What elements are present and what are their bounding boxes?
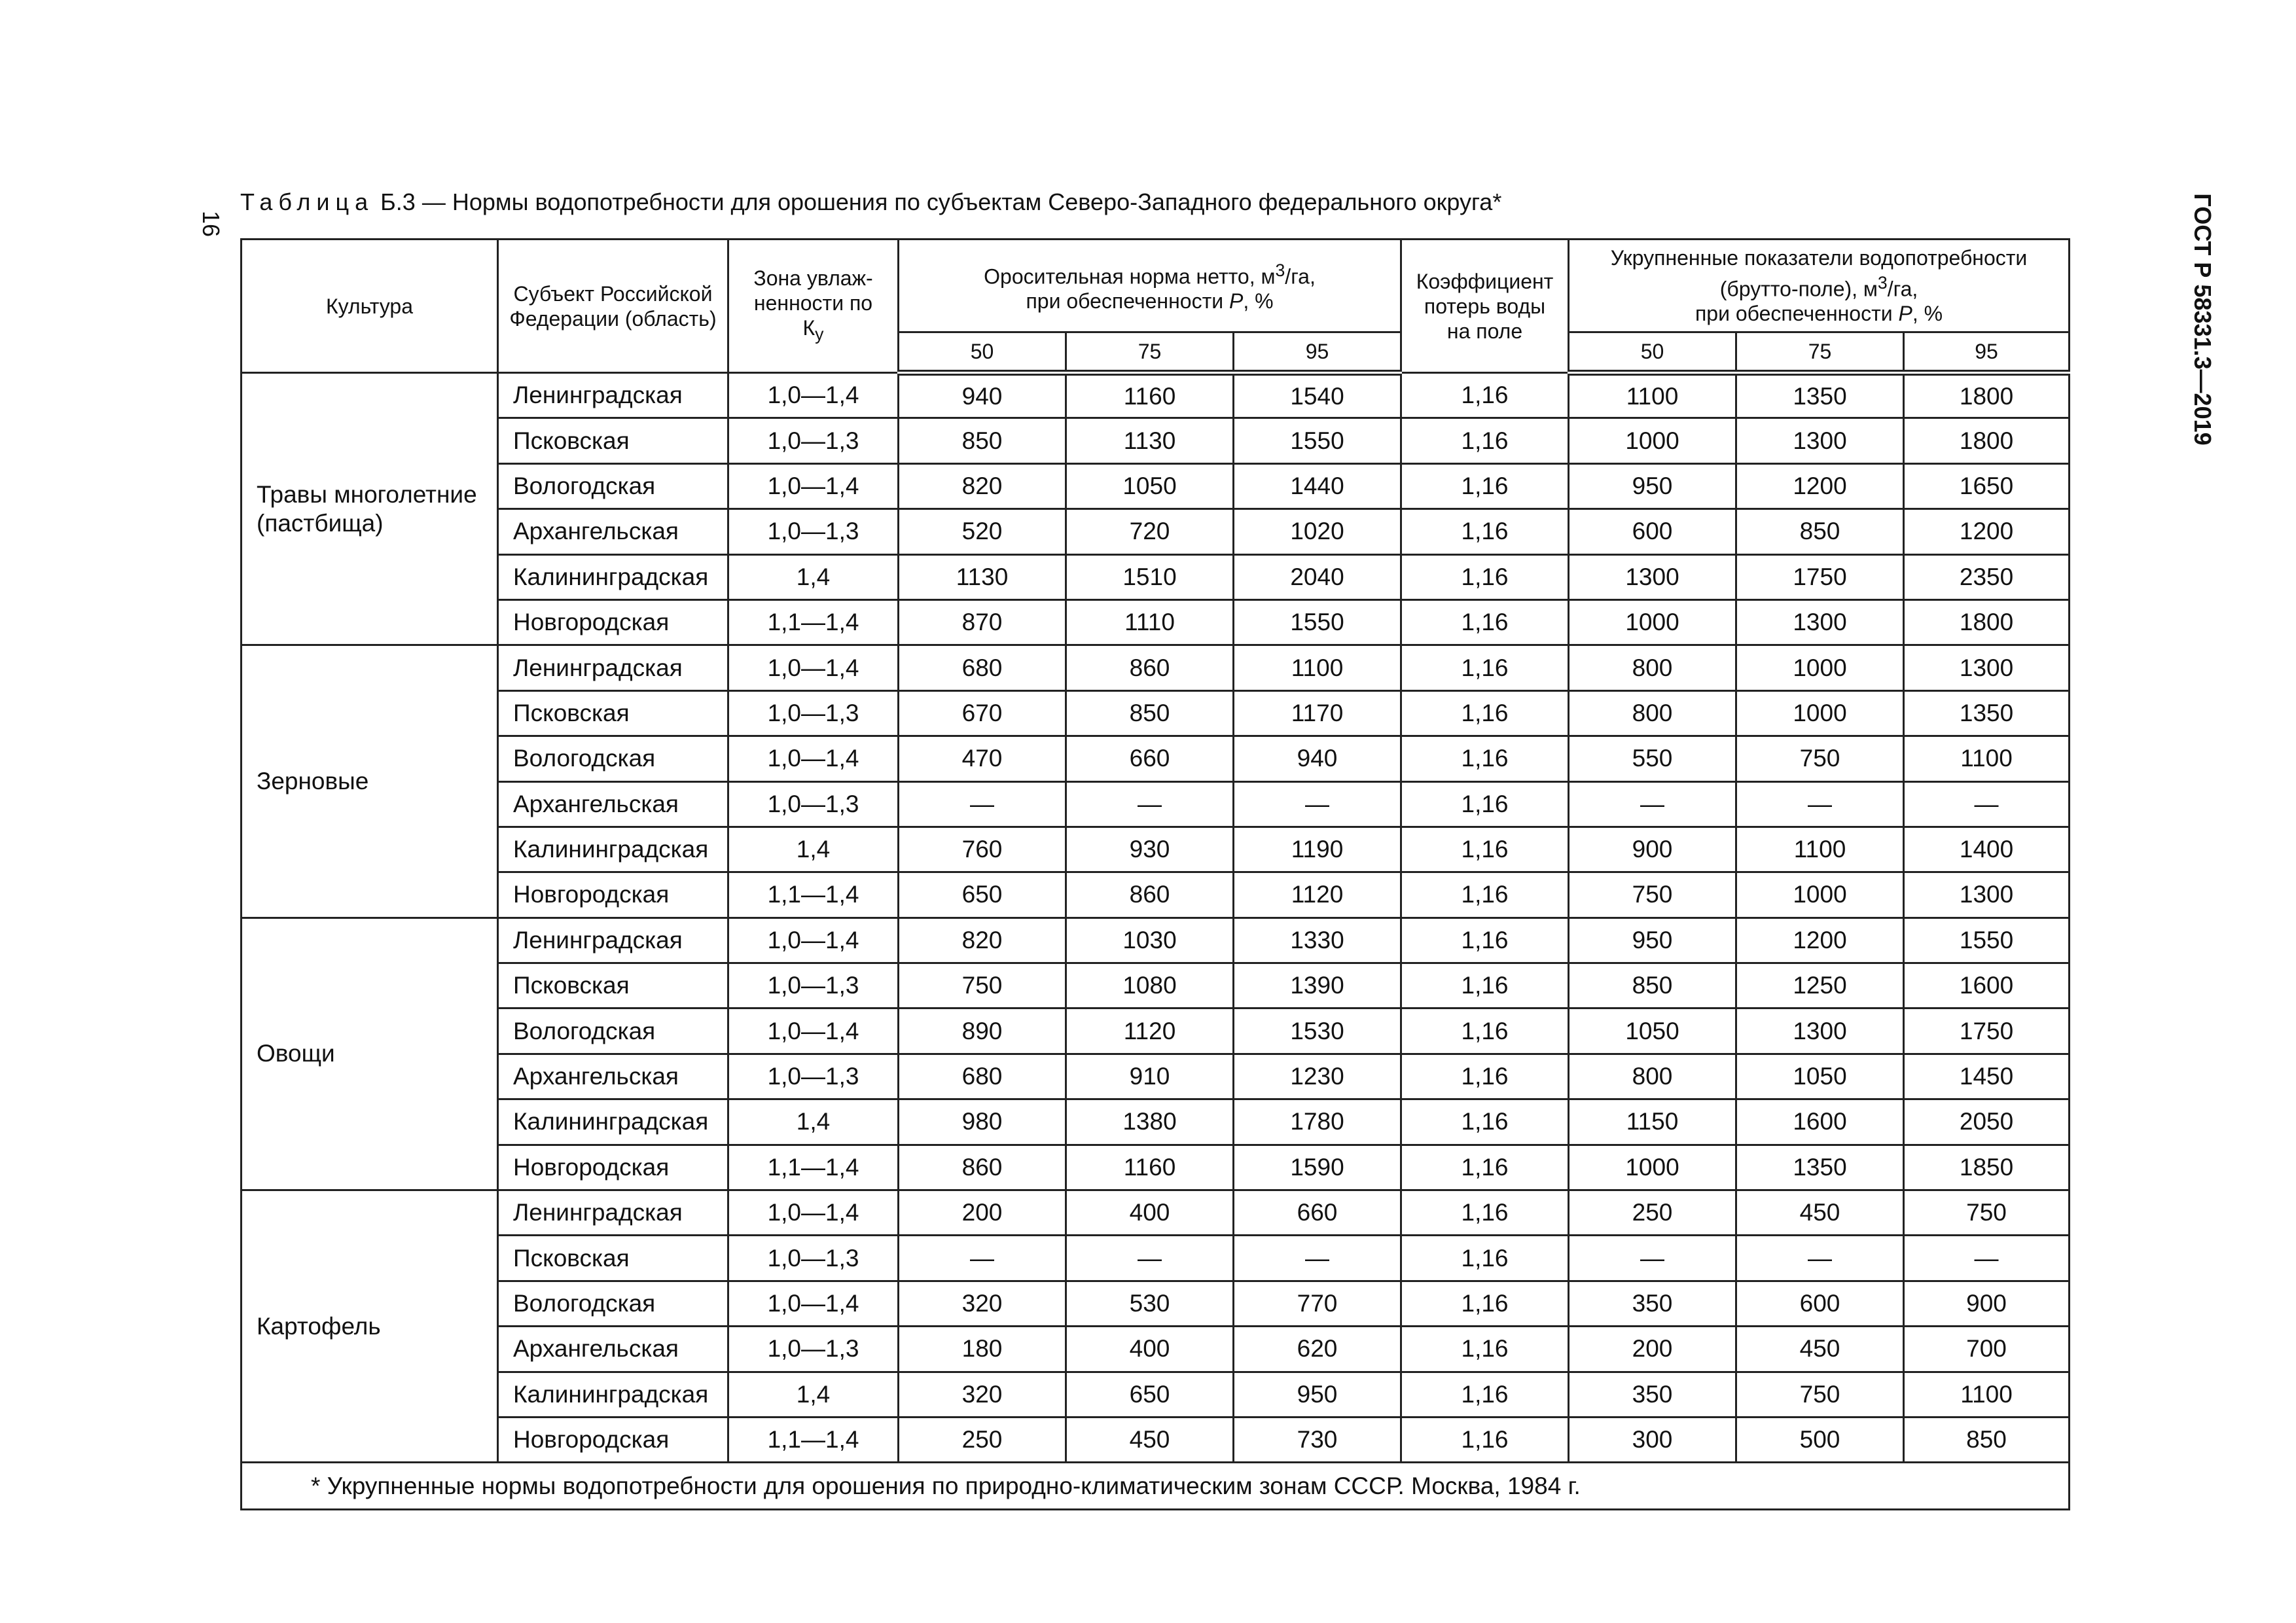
gross-cell: 750 bbox=[1736, 736, 1904, 781]
gross-cell: — bbox=[1736, 781, 1904, 827]
gross-cell: 950 bbox=[1569, 918, 1736, 963]
caption-label: Таблица bbox=[240, 188, 374, 215]
net-norm-cell: 400 bbox=[1066, 1327, 1234, 1372]
gross-cell: 1100 bbox=[1904, 1372, 2070, 1417]
culture-cell: Травы многолетние (пастбища) bbox=[242, 373, 498, 645]
gross-cell: 450 bbox=[1736, 1190, 1904, 1236]
table-row bbox=[242, 463, 2070, 508]
net-norm-cell: 530 bbox=[1066, 1281, 1234, 1326]
gross-cell: 1000 bbox=[1736, 690, 1904, 736]
gross-cell: 550 bbox=[1569, 736, 1736, 781]
net-norm-cell: 1120 bbox=[1234, 872, 1401, 918]
net-norm-cell: 200 bbox=[899, 1190, 1066, 1236]
net-norm-cell: 770 bbox=[1234, 1281, 1401, 1326]
header-gross-part3: /га, bbox=[1887, 277, 1918, 301]
coef-cell: 1,16 bbox=[1401, 554, 1569, 599]
zone-cell: 1,0—1,3 bbox=[728, 509, 899, 554]
header-net-p: P bbox=[1229, 289, 1244, 313]
header-gross-part2: (брутто-поле), м bbox=[1719, 277, 1878, 301]
header-coef-text: Коэффициент потерь воды на поле bbox=[1416, 269, 1554, 343]
zone-cell: 1,0—1,4 bbox=[728, 918, 899, 963]
coef-cell: 1,16 bbox=[1401, 1417, 1569, 1462]
net-norm-cell: 1780 bbox=[1234, 1099, 1401, 1145]
table-row bbox=[242, 1054, 2070, 1099]
net-norm-cell: 870 bbox=[899, 599, 1066, 645]
gross-cell: 200 bbox=[1569, 1327, 1736, 1372]
net-norm-cell: 1130 bbox=[1066, 418, 1234, 463]
gross-cell: 1000 bbox=[1569, 418, 1736, 463]
gross-cell: 1000 bbox=[1736, 645, 1904, 690]
net-norm-cell: 1380 bbox=[1066, 1099, 1234, 1145]
table-row bbox=[242, 918, 2070, 963]
gross-cell: 1200 bbox=[1736, 918, 1904, 963]
table-row bbox=[242, 690, 2070, 736]
header-coef bbox=[1401, 240, 1569, 373]
net-norm-cell: 940 bbox=[899, 373, 1066, 418]
coef-cell: 1,16 bbox=[1401, 1008, 1569, 1054]
table-row bbox=[242, 373, 2070, 418]
gross-cell: 750 bbox=[1569, 872, 1736, 918]
gross-cell: 1250 bbox=[1736, 963, 1904, 1008]
net-norm-cell: — bbox=[899, 781, 1066, 827]
coef-cell: 1,16 bbox=[1401, 373, 1569, 418]
net-norm-cell: 1390 bbox=[1234, 963, 1401, 1008]
header-gross-part4: при обеспеченности bbox=[1695, 302, 1893, 326]
header-gross-p50: 50 bbox=[1569, 332, 1736, 373]
gross-cell: 1800 bbox=[1904, 599, 2070, 645]
gross-cell: 1750 bbox=[1904, 1008, 2070, 1054]
coef-cell: 1,16 bbox=[1401, 690, 1569, 736]
coef-cell: 1,16 bbox=[1401, 463, 1569, 508]
header-net-pct: , % bbox=[1243, 289, 1274, 313]
gross-cell: 350 bbox=[1569, 1372, 1736, 1417]
gross-cell: 1600 bbox=[1904, 963, 2070, 1008]
net-norm-cell: — bbox=[1066, 781, 1234, 827]
net-norm-cell: 1230 bbox=[1234, 1054, 1401, 1099]
net-norm-cell: 860 bbox=[899, 1145, 1066, 1190]
net-norm-cell: 670 bbox=[899, 690, 1066, 736]
table-row bbox=[242, 599, 2070, 645]
net-norm-cell: 1020 bbox=[1234, 509, 1401, 554]
header-subject-text: Субъект Российской Федерации (область) bbox=[509, 281, 717, 330]
gross-cell: 1000 bbox=[1569, 1145, 1736, 1190]
gross-cell: 800 bbox=[1569, 690, 1736, 736]
region-cell: Псковская bbox=[498, 690, 728, 736]
table-row bbox=[242, 872, 2070, 918]
net-norm-cell: 1530 bbox=[1234, 1008, 1401, 1054]
header-net-p95: 95 bbox=[1234, 332, 1401, 373]
gross-cell: 450 bbox=[1736, 1327, 1904, 1372]
net-norm-cell: 660 bbox=[1066, 736, 1234, 781]
gross-cell: 850 bbox=[1569, 963, 1736, 1008]
zone-cell: 1,0—1,3 bbox=[728, 1236, 899, 1281]
region-cell: Вологодская bbox=[498, 463, 728, 508]
zone-cell: 1,0—1,4 bbox=[728, 373, 899, 418]
gross-cell: 850 bbox=[1736, 509, 1904, 554]
net-norm-cell: 1160 bbox=[1066, 373, 1234, 418]
header-gross-pct: , % bbox=[1912, 302, 1943, 326]
zone-cell: 1,0—1,3 bbox=[728, 781, 899, 827]
net-norm-cell: 940 bbox=[1234, 736, 1401, 781]
net-norm-cell: 1120 bbox=[1066, 1008, 1234, 1054]
net-norm-cell: 760 bbox=[899, 827, 1066, 872]
net-norm-cell: 1160 bbox=[1066, 1145, 1234, 1190]
coef-cell: 1,16 bbox=[1401, 1281, 1569, 1326]
table-row bbox=[242, 509, 2070, 554]
coef-cell: 1,16 bbox=[1401, 1190, 1569, 1236]
header-gross bbox=[1569, 240, 2070, 332]
table-row bbox=[242, 1327, 2070, 1372]
table-row bbox=[242, 1417, 2070, 1462]
net-norm-cell: 1550 bbox=[1234, 599, 1401, 645]
table-row bbox=[242, 418, 2070, 463]
net-norm-cell: 820 bbox=[899, 463, 1066, 508]
gross-cell: 1300 bbox=[1736, 1008, 1904, 1054]
region-cell: Псковская bbox=[498, 1236, 728, 1281]
document-code: ГОСТ Р 58331.3—2019 bbox=[2189, 193, 2216, 446]
zone-cell: 1,0—1,4 bbox=[728, 645, 899, 690]
culture-cell: Овощи bbox=[242, 918, 498, 1190]
gross-cell: 1000 bbox=[1736, 872, 1904, 918]
gross-cell: 1800 bbox=[1904, 418, 2070, 463]
zone-cell: 1,1—1,4 bbox=[728, 1145, 899, 1190]
header-subject bbox=[498, 240, 728, 373]
net-norm-cell: 470 bbox=[899, 736, 1066, 781]
gross-cell: 1600 bbox=[1736, 1099, 1904, 1145]
zone-cell: 1,1—1,4 bbox=[728, 1417, 899, 1462]
net-norm-cell: 860 bbox=[1066, 872, 1234, 918]
gross-cell: 350 bbox=[1569, 1281, 1736, 1326]
zone-cell: 1,1—1,4 bbox=[728, 872, 899, 918]
region-cell: Калининградская bbox=[498, 554, 728, 599]
gross-cell: 900 bbox=[1569, 827, 1736, 872]
gross-cell: 500 bbox=[1736, 1417, 1904, 1462]
table-row bbox=[242, 554, 2070, 599]
header-net-norm bbox=[899, 240, 1401, 332]
gross-cell: 1450 bbox=[1904, 1054, 2070, 1099]
net-norm-cell: 1030 bbox=[1066, 918, 1234, 963]
gross-cell: 1300 bbox=[1904, 872, 2070, 918]
net-norm-cell: 650 bbox=[899, 872, 1066, 918]
net-norm-cell: 860 bbox=[1066, 645, 1234, 690]
gross-cell: — bbox=[1569, 1236, 1736, 1281]
header-gross-part1: Укрупненные показатели водопотребности bbox=[1610, 245, 2028, 270]
gross-cell: 1350 bbox=[1736, 373, 1904, 418]
coef-cell: 1,16 bbox=[1401, 781, 1569, 827]
net-norm-cell: 680 bbox=[899, 645, 1066, 690]
net-norm-cell: 620 bbox=[1234, 1327, 1401, 1372]
gross-cell: 850 bbox=[1904, 1417, 2070, 1462]
net-norm-cell: 320 bbox=[899, 1281, 1066, 1326]
net-norm-cell: 1330 bbox=[1234, 918, 1401, 963]
gross-cell: 750 bbox=[1904, 1190, 2070, 1236]
gross-cell: 1550 bbox=[1904, 918, 2070, 963]
table-row bbox=[242, 1236, 2070, 1281]
zone-cell: 1,0—1,3 bbox=[728, 418, 899, 463]
culture-cell: Картофель bbox=[242, 1190, 498, 1463]
caption-title: Б.3 — Нормы водопотребности для орошения по субъектам Северо-Западного федерального округа* bbox=[380, 188, 1502, 215]
net-norm-cell: 1050 bbox=[1066, 463, 1234, 508]
gross-cell: 1350 bbox=[1736, 1145, 1904, 1190]
gross-cell: 1300 bbox=[1736, 418, 1904, 463]
net-norm-cell: 320 bbox=[899, 1372, 1066, 1417]
gross-cell: 1100 bbox=[1569, 373, 1736, 418]
region-cell: Архангельская bbox=[498, 509, 728, 554]
table-row bbox=[242, 963, 2070, 1008]
coef-cell: 1,16 bbox=[1401, 1145, 1569, 1190]
gross-cell: — bbox=[1904, 781, 2070, 827]
zone-cell: 1,4 bbox=[728, 1099, 899, 1145]
region-cell: Архангельская bbox=[498, 1327, 728, 1372]
water-demand-table bbox=[240, 238, 2070, 1510]
net-norm-cell: 2040 bbox=[1234, 554, 1401, 599]
net-norm-cell: 520 bbox=[899, 509, 1066, 554]
zone-cell: 1,0—1,4 bbox=[728, 1190, 899, 1236]
region-cell: Ленинградская bbox=[498, 373, 728, 418]
zone-cell: 1,0—1,3 bbox=[728, 963, 899, 1008]
region-cell: Новгородская bbox=[498, 1417, 728, 1462]
net-norm-cell: — bbox=[1234, 1236, 1401, 1281]
gross-cell: — bbox=[1736, 1236, 1904, 1281]
net-norm-cell: 820 bbox=[899, 918, 1066, 963]
net-norm-cell: 250 bbox=[899, 1417, 1066, 1462]
net-norm-cell: 1080 bbox=[1066, 963, 1234, 1008]
net-norm-cell: 850 bbox=[1066, 690, 1234, 736]
net-norm-cell: 1110 bbox=[1066, 599, 1234, 645]
gross-cell: 1350 bbox=[1904, 690, 2070, 736]
zone-cell: 1,0—1,4 bbox=[728, 1281, 899, 1326]
culture-cell: Зерновые bbox=[242, 645, 498, 918]
header-culture: Культура bbox=[242, 240, 498, 373]
zone-cell: 1,0—1,3 bbox=[728, 690, 899, 736]
gross-cell: 600 bbox=[1736, 1281, 1904, 1326]
net-norm-cell: 1440 bbox=[1234, 463, 1401, 508]
net-norm-cell: 720 bbox=[1066, 509, 1234, 554]
table-row bbox=[242, 827, 2070, 872]
region-cell: Калининградская bbox=[498, 1372, 728, 1417]
gross-cell: 1050 bbox=[1736, 1054, 1904, 1099]
coef-cell: 1,16 bbox=[1401, 418, 1569, 463]
gross-cell: 700 bbox=[1904, 1327, 2070, 1372]
gross-cell: 1850 bbox=[1904, 1145, 2070, 1190]
gross-cell: 2350 bbox=[1904, 554, 2070, 599]
header-zone-subscript: у bbox=[815, 324, 824, 344]
header-gross-p: P bbox=[1898, 302, 1912, 326]
gross-cell: 1750 bbox=[1736, 554, 1904, 599]
net-norm-cell: 980 bbox=[899, 1099, 1066, 1145]
gross-cell: 1200 bbox=[1736, 463, 1904, 508]
coef-cell: 1,16 bbox=[1401, 736, 1569, 781]
net-norm-cell: — bbox=[1066, 1236, 1234, 1281]
net-norm-cell: 450 bbox=[1066, 1417, 1234, 1462]
table-row bbox=[242, 1099, 2070, 1145]
net-norm-cell: 1540 bbox=[1234, 373, 1401, 418]
net-norm-cell: 850 bbox=[899, 418, 1066, 463]
zone-cell: 1,0—1,3 bbox=[728, 1327, 899, 1372]
zone-cell: 1,4 bbox=[728, 827, 899, 872]
header-net-part1: Оросительная норма нетто, м bbox=[984, 264, 1276, 289]
gross-cell: 1800 bbox=[1904, 373, 2070, 418]
net-norm-cell: 1590 bbox=[1234, 1145, 1401, 1190]
region-cell: Новгородская bbox=[498, 1145, 728, 1190]
zone-cell: 1,0—1,4 bbox=[728, 463, 899, 508]
region-cell: Псковская bbox=[498, 963, 728, 1008]
net-norm-cell: 650 bbox=[1066, 1372, 1234, 1417]
gross-cell: 800 bbox=[1569, 645, 1736, 690]
table-row bbox=[242, 1008, 2070, 1054]
coef-cell: 1,16 bbox=[1401, 1327, 1569, 1372]
gross-cell: 2050 bbox=[1904, 1099, 2070, 1145]
region-cell: Архангельская bbox=[498, 1054, 728, 1099]
gross-cell: 1150 bbox=[1569, 1099, 1736, 1145]
gross-cell: 950 bbox=[1569, 463, 1736, 508]
region-cell: Ленинградская bbox=[498, 1190, 728, 1236]
table-row bbox=[242, 645, 2070, 690]
gross-cell: 600 bbox=[1569, 509, 1736, 554]
header-gross-sup: 3 bbox=[1877, 272, 1888, 293]
region-cell: Новгородская bbox=[498, 599, 728, 645]
header-net-p50: 50 bbox=[899, 332, 1066, 373]
table-row bbox=[242, 1145, 2070, 1190]
gross-cell: 1000 bbox=[1569, 599, 1736, 645]
table-body bbox=[242, 373, 2070, 1463]
net-norm-cell: 680 bbox=[899, 1054, 1066, 1099]
zone-cell: 1,1—1,4 bbox=[728, 599, 899, 645]
table-row bbox=[242, 781, 2070, 827]
net-norm-cell: 400 bbox=[1066, 1190, 1234, 1236]
gross-cell: 1300 bbox=[1904, 645, 2070, 690]
net-norm-cell: 1130 bbox=[899, 554, 1066, 599]
zone-cell: 1,4 bbox=[728, 554, 899, 599]
region-cell: Вологодская bbox=[498, 1008, 728, 1054]
net-norm-cell: 750 bbox=[899, 963, 1066, 1008]
net-norm-cell: 180 bbox=[899, 1327, 1066, 1372]
gross-cell: 1650 bbox=[1904, 463, 2070, 508]
region-cell: Калининградская bbox=[498, 1099, 728, 1145]
gross-cell: — bbox=[1569, 781, 1736, 827]
gross-cell: 300 bbox=[1569, 1417, 1736, 1462]
net-norm-cell: 1100 bbox=[1234, 645, 1401, 690]
header-net-p75: 75 bbox=[1066, 332, 1234, 373]
net-norm-cell: 890 bbox=[899, 1008, 1066, 1054]
coef-cell: 1,16 bbox=[1401, 963, 1569, 1008]
region-cell: Калининградская bbox=[498, 827, 728, 872]
coef-cell: 1,16 bbox=[1401, 599, 1569, 645]
gross-cell: — bbox=[1904, 1236, 2070, 1281]
gross-cell: 900 bbox=[1904, 1281, 2070, 1326]
net-norm-cell: 730 bbox=[1234, 1417, 1401, 1462]
zone-cell: 1,0—1,4 bbox=[728, 1008, 899, 1054]
header-net-part2: /га, bbox=[1285, 264, 1316, 289]
gross-cell: 800 bbox=[1569, 1054, 1736, 1099]
header-gross-p75: 75 bbox=[1736, 332, 1904, 373]
region-cell: Архангельская bbox=[498, 781, 728, 827]
header-net-sup: 3 bbox=[1275, 260, 1285, 280]
region-cell: Вологодская bbox=[498, 736, 728, 781]
region-cell: Псковская bbox=[498, 418, 728, 463]
region-cell: Новгородская bbox=[498, 872, 728, 918]
net-norm-cell: 1190 bbox=[1234, 827, 1401, 872]
gross-cell: 1300 bbox=[1569, 554, 1736, 599]
gross-cell: 1100 bbox=[1736, 827, 1904, 872]
table-header bbox=[242, 240, 2070, 373]
gross-cell: 750 bbox=[1736, 1372, 1904, 1417]
net-norm-cell: 1550 bbox=[1234, 418, 1401, 463]
coef-cell: 1,16 bbox=[1401, 1054, 1569, 1099]
region-cell: Вологодская bbox=[498, 1281, 728, 1326]
coef-cell: 1,16 bbox=[1401, 509, 1569, 554]
gross-cell: 1050 bbox=[1569, 1008, 1736, 1054]
region-cell: Ленинградская bbox=[498, 645, 728, 690]
table-row bbox=[242, 1190, 2070, 1236]
gross-cell: 250 bbox=[1569, 1190, 1736, 1236]
table-footnote: * Укрупненные нормы водопотребности для орошения по природно-климатическим зонам СССР. Москва, 1984 г. bbox=[242, 1463, 2070, 1510]
coef-cell: 1,16 bbox=[1401, 918, 1569, 963]
zone-cell: 1,0—1,4 bbox=[728, 736, 899, 781]
coef-cell: 1,16 bbox=[1401, 1236, 1569, 1281]
header-net-part3: при обеспеченности bbox=[1026, 289, 1224, 313]
coef-cell: 1,16 bbox=[1401, 645, 1569, 690]
gross-cell: 1100 bbox=[1904, 736, 2070, 781]
gross-cell: 1200 bbox=[1904, 509, 2070, 554]
header-zone bbox=[728, 240, 899, 373]
gross-cell: 1300 bbox=[1736, 599, 1904, 645]
net-norm-cell: — bbox=[1234, 781, 1401, 827]
table-row bbox=[242, 1281, 2070, 1326]
zone-cell: 1,0—1,3 bbox=[728, 1054, 899, 1099]
table-caption bbox=[240, 188, 1501, 216]
header-zone-text: Зона увлаж-ненности по К bbox=[753, 266, 873, 340]
net-norm-cell: 910 bbox=[1066, 1054, 1234, 1099]
coef-cell: 1,16 bbox=[1401, 872, 1569, 918]
region-cell: Ленинградская bbox=[498, 918, 728, 963]
net-norm-cell: — bbox=[899, 1236, 1066, 1281]
table-row bbox=[242, 736, 2070, 781]
page-number: 16 bbox=[198, 210, 224, 238]
net-norm-cell: 930 bbox=[1066, 827, 1234, 872]
gross-cell: 1400 bbox=[1904, 827, 2070, 872]
net-norm-cell: 950 bbox=[1234, 1372, 1401, 1417]
zone-cell: 1,4 bbox=[728, 1372, 899, 1417]
coef-cell: 1,16 bbox=[1401, 1372, 1569, 1417]
net-norm-cell: 1510 bbox=[1066, 554, 1234, 599]
header-gross-p95: 95 bbox=[1904, 332, 2070, 373]
coef-cell: 1,16 bbox=[1401, 827, 1569, 872]
net-norm-cell: 660 bbox=[1234, 1190, 1401, 1236]
coef-cell: 1,16 bbox=[1401, 1099, 1569, 1145]
net-norm-cell: 1170 bbox=[1234, 690, 1401, 736]
table-row bbox=[242, 1372, 2070, 1417]
